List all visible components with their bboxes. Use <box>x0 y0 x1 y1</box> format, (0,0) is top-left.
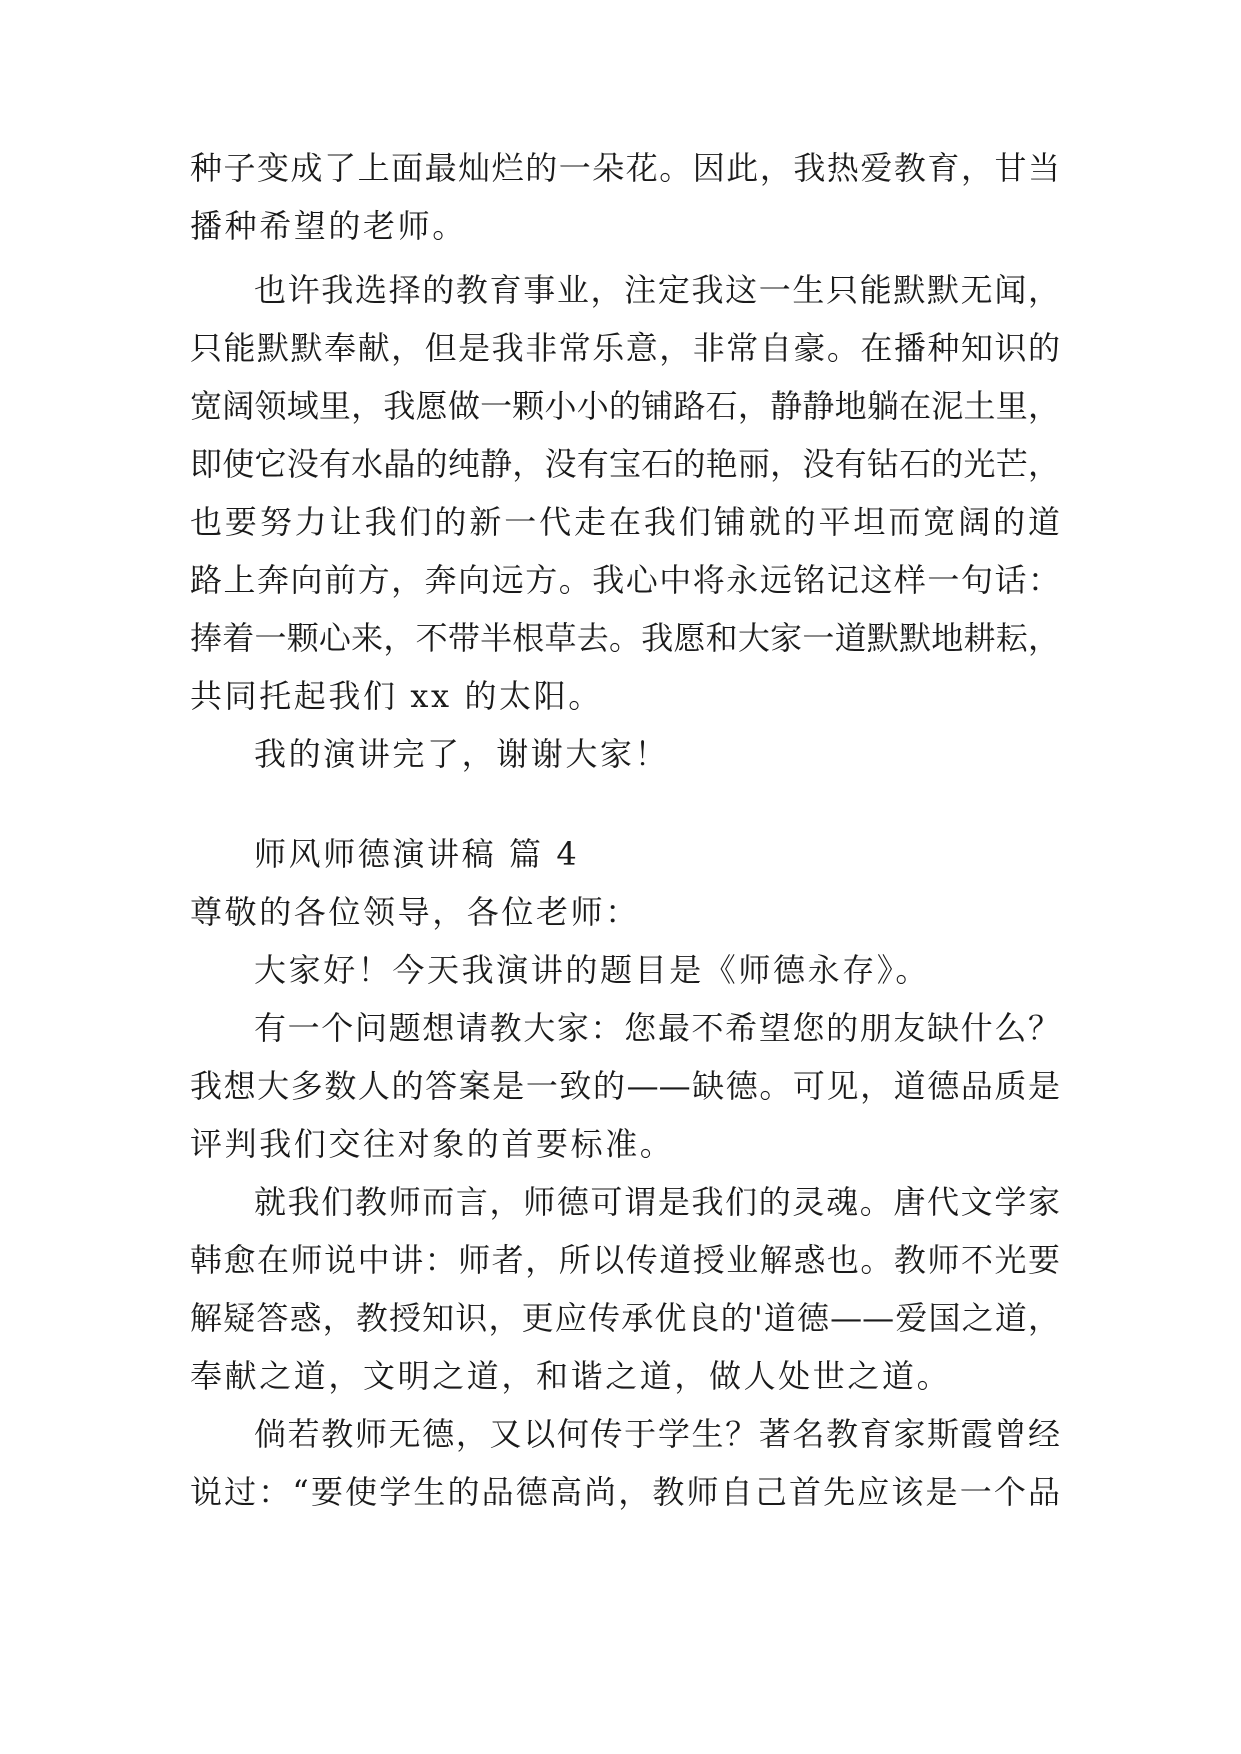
text-line: 解疑答惑，教授知识，更应传承优良的'道德——爱国之道， <box>190 1299 1060 1337</box>
text-line: 只能默默奉献，但是我非常乐意，非常自豪。在播种知识的 <box>190 329 1060 367</box>
text-line: 奉献之道，文明之道，和谐之道，做人处世之道。 <box>190 1357 952 1395</box>
section-title: 师风师德演讲稿 篇 4 <box>254 835 580 873</box>
text-line: 大家好！今天我演讲的题目是《师德永存》。 <box>254 951 931 989</box>
text-line: 倘若教师无德，又以何传于学生？著名教育家斯霞曾经 <box>254 1415 1060 1453</box>
text-line: 我想大多数人的答案是一致的——缺德。可见，道德品质是 <box>190 1067 1060 1105</box>
document-page <box>190 149 1060 1610</box>
text-line: 韩愈在师说中讲：师者，所以传道授业解惑也。教师不光要 <box>190 1241 1060 1279</box>
text-line: 也要努力让我们的新一代走在我们铺就的平坦而宽阔的道 <box>190 503 1060 541</box>
text-line: 播种希望的老师。 <box>190 207 467 245</box>
text-line: 宽阔领域里，我愿做一颗小小的铺路石，静静地躺在泥土里， <box>190 387 1060 425</box>
text-line: 路上奔向前方，奔向远方。我心中将永远铭记这样一句话： <box>190 561 1060 599</box>
text-line: 也许我选择的教育事业，注定我这一生只能默默无闻， <box>254 271 1060 309</box>
text-line: 有一个问题想请教大家：您最不希望您的朋友缺什么？ <box>254 1009 1060 1047</box>
text-line: 评判我们交往对象的首要标准。 <box>190 1125 675 1163</box>
text-line: 我的演讲完了，谢谢大家！ <box>254 735 670 773</box>
text-line: 捧着一颗心来，不带半根草去。我愿和大家一道默默地耕耘， <box>190 619 1060 657</box>
text-line: 就我们教师而言，师德可谓是我们的灵魂。唐代文学家 <box>254 1183 1060 1221</box>
text-line: 说过：“要使学生的品德高尚，教师自己首先应该是一个品 <box>190 1473 1060 1511</box>
text-line: 即使它没有水晶的纯静，没有宝石的艳丽，没有钻石的光芒， <box>190 445 1060 483</box>
text-line: 共同托起我们 xx 的太阳。 <box>190 677 603 715</box>
salutation: 尊敬的各位领导，各位老师： <box>190 893 640 931</box>
text-line: 种子变成了上面最灿烂的一朵花。因此，我热爱教育，甘当 <box>190 149 1060 187</box>
